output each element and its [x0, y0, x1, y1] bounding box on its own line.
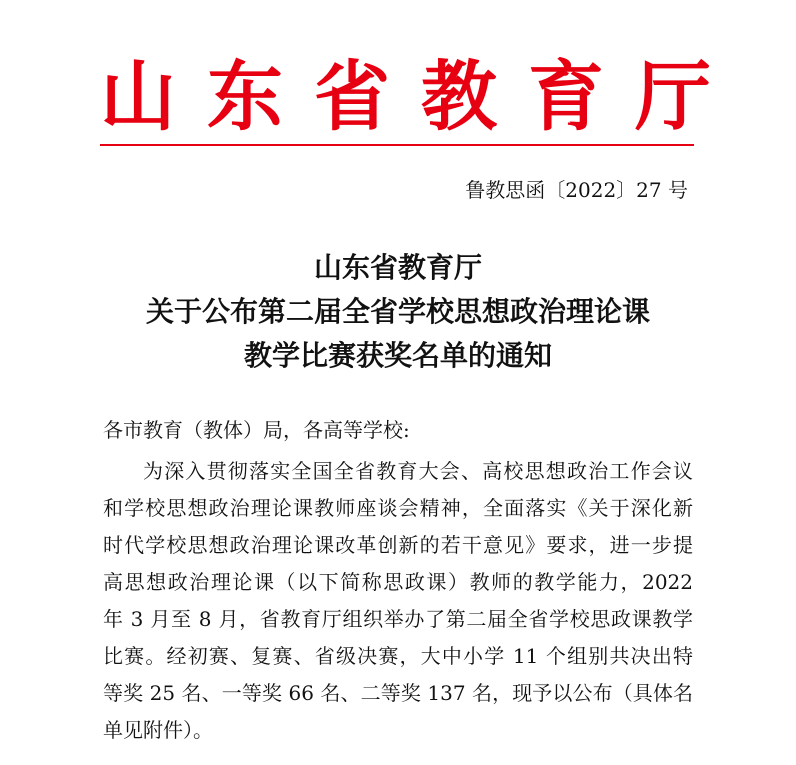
body-paragraph [103, 453, 693, 749]
body-line-6: 比赛。经初赛、复赛、省级决赛，大中小学 11 个组别共决出特 [103, 644, 693, 668]
body-line-5: 年 3 月至 8 月，省教育厅组织举办了第二届全省学校思政课教学 [103, 607, 693, 631]
body-line-1: 为深入贯彻落实全国全省教育大会、高校思想政治工作会议 [143, 459, 693, 483]
body-line-3: 时代学校思想政治理论课改革创新的若干意见》要求，进一步提 [103, 533, 693, 557]
document-number: 鲁教思函〔2022〕27 号 [465, 178, 688, 202]
red-separator-line [100, 144, 694, 146]
issuing-authority-header: 山东省教育厅 [100, 52, 742, 141]
body-line-8: 单见附件）。 [103, 718, 213, 742]
document-title [100, 246, 696, 378]
body-line-7: 等奖 25 名、一等奖 66 名、二等奖 137 名，现予以公布（具体名 [103, 681, 693, 705]
title-line-2: 关于公布第二届全省学校思想政治理论课 [145, 295, 650, 328]
body-line-2: 和学校思想政治理论课教师座谈会精神，全面落实《关于深化新 [103, 496, 693, 520]
title-line-3: 教学比赛获奖名单的通知 [243, 339, 552, 372]
salutation: 各市教育（教体）局，各高等学校: [103, 418, 410, 442]
body-line-4: 高思想政治理论课（以下简称思政课）教师的教学能力，2022 [103, 570, 693, 594]
title-line-1: 山东省教育厅 [313, 251, 482, 284]
